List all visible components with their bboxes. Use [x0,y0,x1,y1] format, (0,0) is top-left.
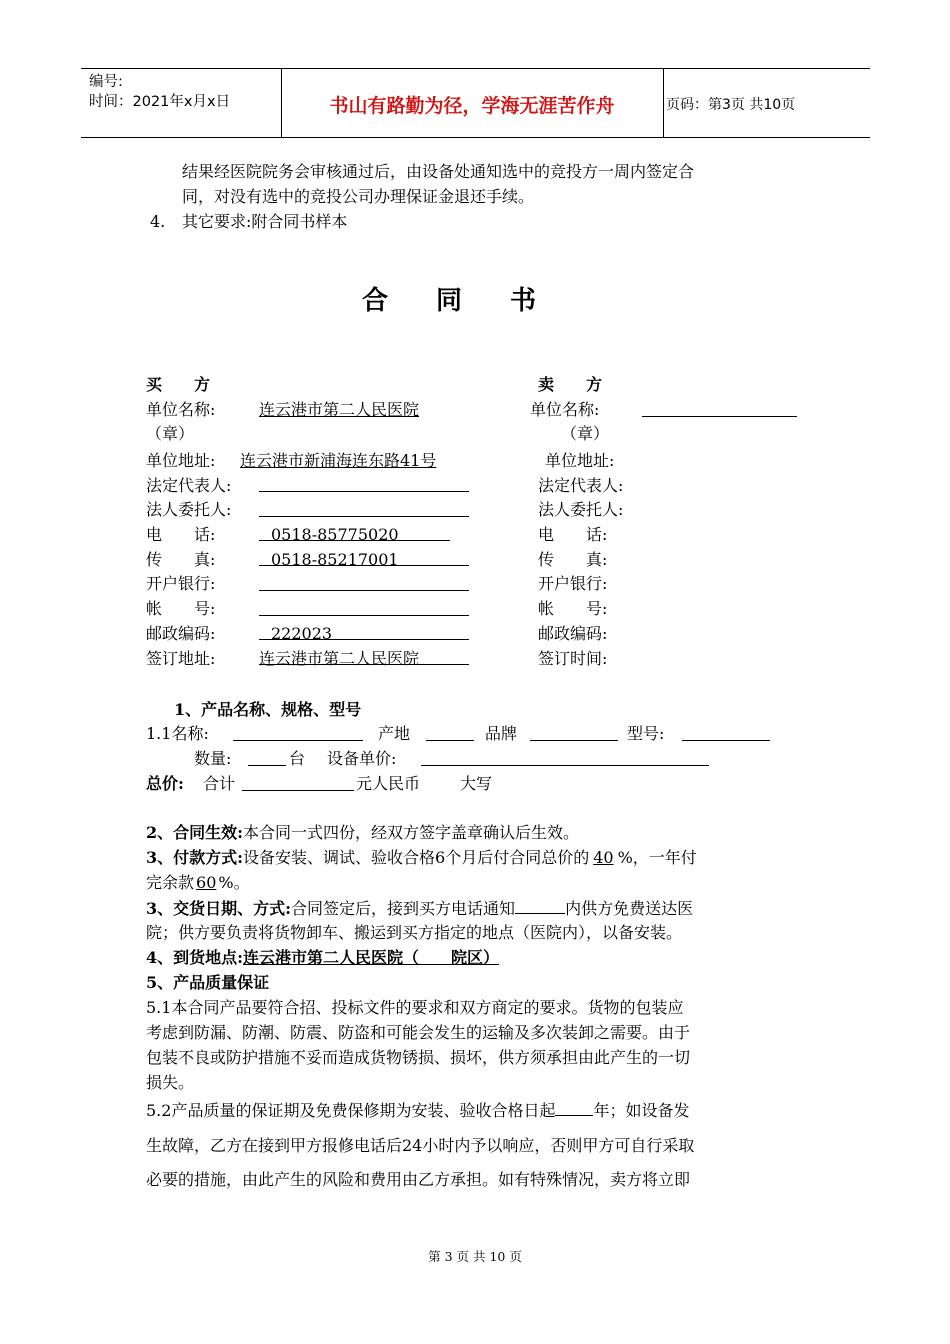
buyer-label: （章） [146,424,195,443]
buyer-label: 开户银行: [146,574,216,593]
blank-line [426,740,474,741]
buyer-fill-line [259,516,469,517]
buyer-value: 连云港市第二人民医院 [259,646,469,665]
seller-label: 单位地址: [545,451,615,470]
blank-line [515,895,565,914]
blank-line [233,740,363,741]
clause-text: 设备安装、调试、验收合格6个月后付合同总价的 [243,848,590,867]
seller-label: （章） [561,424,610,443]
clause-heading: 2、合同生效: [146,823,244,842]
doc-title-char: 合 [362,286,389,316]
clause-line: 损失。 [146,1073,195,1092]
clause-line: 生故障，乙方在接到甲方报修电话后24小时内予以响应，否则甲方可自行采取 [146,1136,695,1155]
buyer-label: 法人委托人: [146,500,232,519]
clause-text: %，一年付 [617,848,697,867]
doc-code-label: 编号: [89,74,123,90]
intro-line: 同，对没有选中的竞投公司办理保证金退还手续。 [182,187,535,206]
clause-2 [146,820,579,845]
seller-label: 开户银行: [538,574,608,593]
clause-line: 包装不良或防护措施不妥而造成货物锈损、损坏，供方须承担由此产生的一切 [146,1048,691,1067]
buyer-label: 传 真: [146,550,216,569]
seller-label: 签订时间: [538,649,608,668]
seller-label: 帐 号: [538,599,608,618]
seller-label: 传 真: [538,550,608,569]
buyer-label: 帐 号: [146,599,216,618]
total-price-label: 总价: [146,774,184,793]
total-sum-label: 合计 [203,774,236,793]
clause-line: 必要的措施，由此产生的风险和费用由乙方承担。如有特殊情况，卖方将立即 [146,1170,691,1189]
clause-3-payment-line2 [146,870,250,895]
seller-label: 邮政编码: [538,624,608,643]
list-item-number: 4. [150,212,166,231]
doc-title-char: 书 [510,286,537,316]
clause-3-delivery [146,895,693,921]
buyer-label: 邮政编码: [146,624,216,643]
buyer-fill-line [259,590,469,591]
header-page-number: 页码：第3页 共10页 [666,97,796,113]
clause-text: 年；如设备发 [593,1101,690,1120]
blank-line [248,765,286,766]
buyer-label: 电 话: [146,525,216,544]
clause-text: %。 [218,873,250,892]
clause-4 [146,945,499,970]
clause-text: 5.2产品质量的保证期及免费保修期为安装、验收合格日起 [146,1101,556,1120]
seller-label: 法定代表人: [538,476,624,495]
header-motto: 书山有路勤为径，学海无涯苦作舟 [329,95,615,117]
buyer-label: 签订地址: [146,649,216,668]
header-meta [89,72,230,112]
clause-text: 完余款 [146,873,195,892]
buyer-label: 单位地址: [146,451,216,470]
page-header [81,68,870,138]
blank-line [421,765,709,766]
payment-percent-2: 60 [196,873,217,892]
quantity-label: 数量: [194,749,232,768]
blank-line [555,1097,593,1116]
blank-line [530,740,618,741]
buyer-value: 0518-85775020 [259,522,450,541]
clause-text: 本合同一式四份，经双方签字盖章确认后生效。 [243,823,580,842]
seller-fill-line [642,416,797,417]
delivery-location: 连云港市第二人民医院（ 院区） [243,948,500,967]
buyer-fill-line [259,615,469,616]
header-divider [663,69,664,137]
clause-text: 合同签定后，接到买方电话通知 [291,899,516,918]
total-currency: 元人民币 [356,774,421,793]
brand-label: 品牌 [485,724,518,743]
buyer-value: 连云港市新浦海连东路41号 [240,451,437,470]
blank-line [682,740,770,741]
product-name-label: 1.1名称: [146,724,209,743]
quantity-unit: 台 [289,749,306,768]
clause-line: 5.1本合同产品要符合招、投标文件的要求和双方商定的要求。货物的包装应 [146,998,684,1017]
unit-price-label: 设备单价: [327,749,397,768]
clause-text: 内供方免费送达医 [565,899,694,918]
buyer-heading: 买 方 [146,375,211,394]
clause-line: 考虑到防漏、防潮、防震、防盗和可能会发生的运输及多次装卸之需要。由于 [146,1023,691,1042]
buyer-value: 0518-85217001 [259,547,469,566]
payment-percent-1: 40 [593,848,614,867]
blank-line [242,790,354,791]
doc-time-label: 时间：2021年x月x日 [89,94,231,110]
clause-heading: 3、交货日期、方式: [146,899,292,918]
model-label: 型号: [627,724,665,743]
buyer-value: 222023 [259,621,469,640]
clause-heading: 3、付款方式: [146,848,244,867]
clause-text: 院；供方要负责将货物卸车、搬运到买方指定的地点（医院内），以备安装。 [146,923,683,942]
clause-heading: 5、产品质量保证 [146,973,270,992]
intro-line: 结果经医院院务会审核通过后，由设备处通知选中的竞投方一周内签定合 [182,162,695,181]
section-heading: 1、产品名称、规格、型号 [174,700,362,719]
clause-3-payment [146,845,697,870]
seller-label: 法人委托人: [538,500,624,519]
list-item-text: 其它要求:附合同书样本 [182,212,348,231]
buyer-label: 单位名称: [146,400,216,419]
page-footer: 第 3 页 共 10 页 [428,1249,522,1264]
seller-label: 单位名称: [530,400,600,419]
seller-label: 电 话: [538,525,608,544]
doc-title-char: 同 [436,286,463,316]
clause-heading: 4、到货地点: [146,948,244,967]
seller-heading: 卖 方 [538,375,603,394]
buyer-label: 法定代表人: [146,476,232,495]
clause-5-2 [146,1097,689,1123]
origin-label: 产地 [378,724,411,743]
total-upper-label: 大写 [460,774,493,793]
buyer-fill-line [259,491,469,492]
buyer-value: 连云港市第二人民医院 [259,400,420,419]
